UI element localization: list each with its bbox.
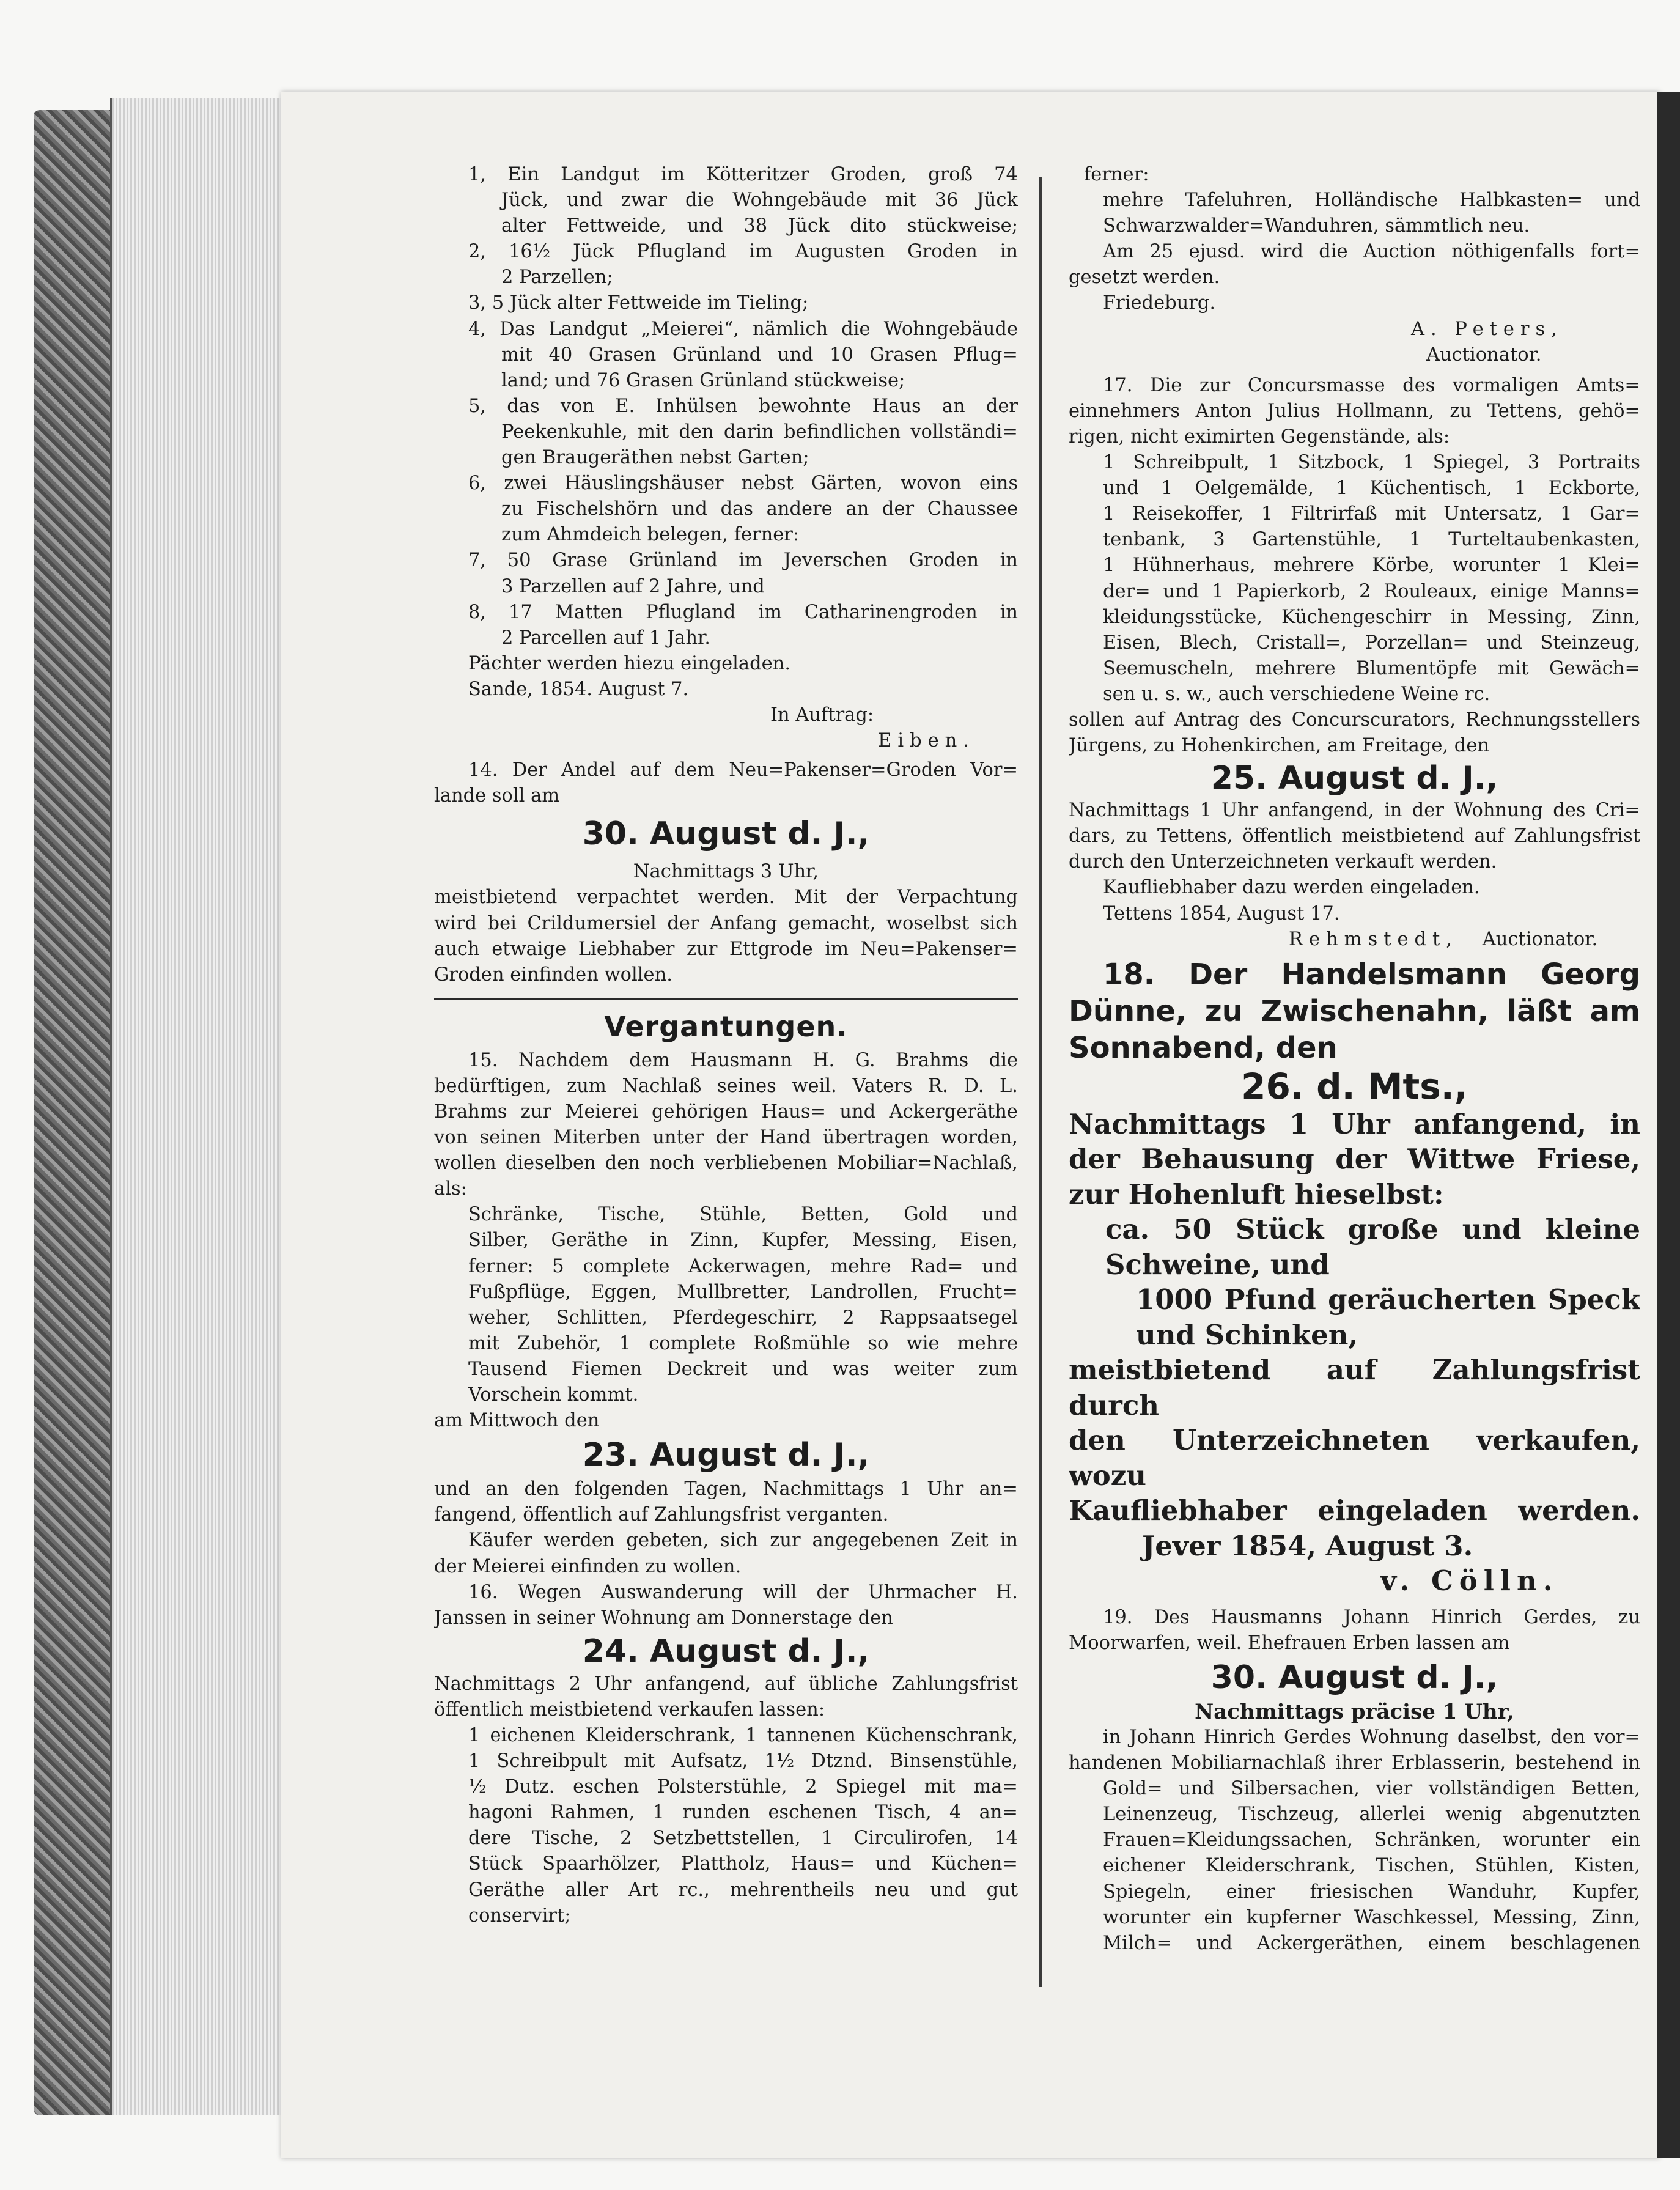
text-line: einnehmers Anton Julius Hollmann, zu Tettens, gehö= [1069, 400, 1640, 422]
right-edge-shadow [1657, 92, 1680, 2158]
text-line: Pächter werden hiezu eingeladen. [468, 652, 791, 674]
text-line: lande soll am [434, 785, 560, 807]
text-line: Silber, Geräthe in Zinn, Kupfer, Messing, Eisen, [468, 1230, 1018, 1252]
text-line: 1 Reisekoffer, 1 Filtrirfaß mit Untersatz, 1 Gar= [1103, 503, 1640, 525]
text-line: Moorwarfen, weil. Ehefrauen Erben lassen am [1069, 1632, 1510, 1654]
text-line: Jück, und zwar die Wohngebäude mit 36 Jück [501, 190, 1018, 212]
auction-time: Nachmittags 3 Uhr, [633, 861, 819, 883]
text-line: mit 40 Grasen Grünland und 10 Grasen Pflug= [501, 344, 1018, 366]
text-line: Nachmittags 2 Uhr anfangend, auf übliche Zahlungsfrist [434, 1673, 1018, 1695]
text-line-large: ca. 50 Stück große und kleine [1105, 1213, 1640, 1246]
text-line: rigen, nicht eximirten Gegenstände, als: [1069, 426, 1450, 448]
signature-line [1069, 927, 1640, 953]
text-line: 3 Parzellen auf 2 Jahre, und [501, 575, 765, 597]
text-line: mit Zubehör, 1 complete Roßmühle so wie mehre [468, 1332, 1018, 1354]
text-line: sen u. s. w., auch verschiedene Weine rc. [1103, 683, 1490, 705]
auction-date: 30. August d. J., [582, 816, 870, 853]
place-date: Jever 1854, August 3. [1142, 1529, 1473, 1562]
text-line: 2, 16½ Jück Pflugland im Augusten Groden in [468, 241, 1018, 263]
text-line: dere Tische, 2 Setzbettstellen, 1 Circulirofen, 14 [468, 1827, 1018, 1849]
text-line-large: zur Hohenluft hieselbst: [1069, 1178, 1444, 1211]
text-line: Janssen in seiner Wohnung am Donnerstage den [434, 1607, 893, 1629]
auction-date: 23. August d. J., [582, 1437, 870, 1474]
text-line: worunter ein kupferner Waschkessel, Messing, Zinn, [1103, 1906, 1640, 1928]
text-line: Tausend Fiemen Deckreit und was weiter zum [468, 1358, 1018, 1380]
text-line: 16. Wegen Auswanderung will der Uhrmacher H. [468, 1581, 1018, 1603]
text-line-large: und Schinken, [1136, 1318, 1358, 1351]
text-line: sollen auf Antrag des Concurscurators, Rechnungsstellers [1069, 709, 1640, 731]
text-line: 15. Nachdem dem Hausmann H. G. Brahms die [468, 1049, 1018, 1071]
section-heading: Vergantungen. [604, 1009, 848, 1043]
column-divider [1039, 177, 1042, 1987]
text-line: 6, zwei Häuslingshäuser nebst Gärten, wovon eins [468, 473, 1018, 495]
signature-name: Rehmstedt, [1289, 928, 1459, 950]
text-line: Friedeburg. [1103, 292, 1216, 314]
text-line: meistbietend verpachtet werden. Mit der Verpachtung [434, 887, 1018, 909]
text-line-large: Kaufliebhaber eingeladen werden. [1069, 1494, 1640, 1527]
text-line: 19. Des Hausmanns Johann Hinrich Gerdes, zu [1103, 1606, 1640, 1628]
text-line: 2 Parcellen auf 1 Jahr. [501, 627, 710, 649]
right-column [1069, 162, 1640, 1956]
text-line: 3, 5 Jück alter Fettweide im Tieling; [468, 292, 809, 314]
text-line-large: meistbietend auf Zahlungsfrist durch [1069, 1354, 1640, 1421]
text-line: gen Braugeräthen nebst Garten; [501, 447, 809, 469]
signature-label: In Auftrag: [770, 704, 874, 726]
text-line: weher, Schlitten, Pferdegeschirr, 2 Rappsaatsegel [468, 1307, 1018, 1329]
text-line: 1 Schreibpult mit Aufsatz, 1½ Dtznd. Binsenstühle, [468, 1750, 1018, 1772]
text-line: gesetzt werden. [1069, 267, 1220, 289]
auction-time: Nachmittags präcise 1 Uhr, [1195, 1699, 1514, 1724]
signature-name: A. Peters, [1411, 318, 1563, 340]
text-line: als: [434, 1178, 467, 1200]
text-line-large: Dünne, zu Zwischenahn, läßt am [1069, 994, 1640, 1028]
text-line: Eisen, Blech, Cristall=, Porzellan= und Steinzeug, [1103, 632, 1640, 654]
text-line: Leinenzeug, Tischzeug, allerlei wenig abgenutzten [1103, 1804, 1640, 1826]
text-line: ferner: [1084, 164, 1149, 185]
text-line: 1 Schreibpult, 1 Sitzbock, 1 Spiegel, 3 Portraits [1103, 452, 1640, 474]
text-line: Fußpflüge, Eggen, Mullbretter, Landrollen, Frucht= [468, 1281, 1018, 1303]
text-line: ferner: 5 complete Ackerwagen, mehre Rad= und [468, 1255, 1018, 1277]
section-divider [434, 998, 1018, 1000]
text-line: Milch= und Ackergeräthen, einem beschlagenen [1103, 1932, 1640, 1954]
text-line: handenen Mobiliarnachlaß ihrer Erblasserin, bestehend in [1069, 1752, 1640, 1774]
text-line: Geräthe aller Art rc., mehrentheils neu und gut [468, 1879, 1018, 1901]
text-line: land; und 76 Grasen Grünland stückweise; [501, 369, 905, 391]
text-line-large: 18. Der Handelsmann Georg [1103, 957, 1640, 992]
text-line: öffentlich meistbietend verkaufen lassen: [434, 1698, 825, 1720]
text-line-large: Schweine, und [1105, 1248, 1330, 1281]
signature-title: Auctionator. [1426, 344, 1542, 366]
marbled-book-cover [34, 110, 122, 2115]
text-line: wird bei Crildumersiel der Anfang gemacht, woselbst sich [434, 912, 1018, 934]
text-line: wollen dieselben den noch verbliebenen Mobiliar=Nachlaß, [434, 1152, 1018, 1174]
text-line: von seinen Miterben unter der Hand übertragen worden, [434, 1127, 1018, 1149]
text-line: 4, Das Landgut „Meierei“, nämlich die Wohngebäude [468, 318, 1018, 340]
text-line: alter Fettweide, und 38 Jück dito stückweise; [501, 215, 1018, 237]
text-line: Nachmittags 1 Uhr anfangend, in der Wohnung des Cri= [1069, 800, 1640, 822]
text-line: und 1 Oelgemälde, 1 Küchentisch, 1 Eckborte, [1103, 477, 1640, 500]
page-edges [110, 98, 295, 2115]
text-line: Sande, 1854. August 7. [468, 678, 689, 700]
auction-date: 24. August d. J., [582, 1632, 870, 1670]
text-line: Kaufliebhaber dazu werden eingeladen. [1103, 877, 1480, 899]
text-line: zu Fischelshörn und das andere an der Chaussee [501, 498, 1018, 520]
text-line-large: der Behausung der Wittwe Friese, [1069, 1143, 1640, 1176]
text-line: conservirt; [468, 1904, 571, 1926]
text-line: ½ Dutz. eschen Polsterstühle, 2 Spiegel mit ma= [468, 1776, 1018, 1798]
signature-name: v. Cölln. [1380, 1565, 1559, 1598]
auction-date: 26. d. Mts., [1241, 1066, 1468, 1107]
text-line: Seemuscheln, mehrere Blumentöpfe mit Gewäch= [1103, 657, 1640, 679]
text-line: Peekenkuhle, mit den darin befindlichen vollständi= [501, 421, 1018, 443]
text-line: 17. Die zur Concursmasse des vormaligen Amts= [1103, 374, 1640, 396]
text-line: mehre Tafeluhren, Holländische Halbkasten= und [1103, 190, 1640, 212]
text-line: durch den Unterzeichneten verkauft werden. [1069, 851, 1497, 873]
text-line-large: Sonnabend, den [1069, 1030, 1338, 1065]
text-line: Spiegeln, einer friesischen Wanduhr, Kupfer, [1103, 1881, 1640, 1903]
text-line: 2 Parzellen; [501, 267, 613, 289]
text-line: Jürgens, zu Hohenkirchen, am Freitage, den [1069, 735, 1490, 757]
text-line: und an den folgenden Tagen, Nachmittags 1 Uhr an= [434, 1478, 1018, 1500]
text-line: kleidungsstücke, Küchengeschirr in Messing, Zinn, [1103, 606, 1640, 628]
text-line: Schränke, Tische, Stühle, Betten, Gold und [468, 1204, 1018, 1226]
text-line: Schwarzwalder=Wanduhren, sämmtlich neu. [1103, 215, 1530, 237]
text-line-large: Nachmittags 1 Uhr anfangend, in [1069, 1107, 1640, 1140]
auction-date: 25. August d. J., [1210, 760, 1498, 797]
text-line: zum Ahmdeich belegen, ferner: [501, 524, 800, 546]
text-line: 8, 17 Matten Pflugland im Catharinengroden in [468, 601, 1018, 623]
text-line: am Mittwoch den [434, 1410, 600, 1432]
text-line: Brahms zur Meierei gehörigen Haus= und Ackergeräthe [434, 1101, 1018, 1123]
text-line: Frauen=Kleidungssachen, Schränken, worunter ein [1103, 1829, 1640, 1851]
text-line: eichener Kleiderschrank, Tischen, Stühlen, Kisten, [1103, 1855, 1640, 1877]
text-line: hagoni Rahmen, 1 runden eschenen Tisch, 4 an= [468, 1802, 1018, 1824]
text-line: tenbank, 3 Gartenstühle, 1 Turteltaubenkasten, [1103, 529, 1640, 551]
text-line: Vorschein kommt. [468, 1384, 639, 1406]
text-line: bedürftigen, zum Nachlaß seines weil. Vaters R. D. L. [434, 1075, 1018, 1097]
text-line: 7, 50 Grase Grünland im Jeverschen Groden in [468, 550, 1018, 572]
text-line: fangend, öffentlich auf Zahlungsfrist verganten. [434, 1504, 889, 1526]
signature-title: Auctionator. [1482, 928, 1598, 950]
text-line-large: 1000 Pfund geräucherten Speck [1136, 1283, 1640, 1316]
text-line: auch etwaige Liebhaber zur Ettgrode im Neu=Pakenser= [434, 938, 1018, 960]
text-line: Groden einfinden wollen. [434, 964, 672, 986]
text-line: dars, zu Tettens, öffentlich meistbietend auf Zahlungsfrist [1069, 825, 1640, 847]
text-line: Stück Spaarhölzer, Plattholz, Haus= und Küchen= [468, 1853, 1018, 1875]
text-line: 1 eichenen Kleiderschrank, 1 tannenen Küchenschrank, [468, 1724, 1018, 1746]
text-line: 1 Hühnerhaus, mehrere Körbe, worunter 1 Klei= [1103, 555, 1640, 577]
text-line: Am 25 ejusd. wird die Auction nöthigenfalls fort= [1103, 241, 1640, 263]
text-line: der= und 1 Papierkorb, 2 Rouleaux, einige Manns= [1103, 580, 1640, 602]
text-line: der Meierei einfinden zu wollen. [434, 1555, 742, 1577]
auction-date: 30. August d. J., [1210, 1659, 1498, 1696]
text-line-large: den Unterzeichneten verkaufen, wozu [1069, 1424, 1640, 1492]
text-line: in Johann Hinrich Gerdes Wohnung daselbst, den vor= [1103, 1727, 1640, 1748]
text-line: 5, das von E. Inhülsen bewohnte Haus an der [468, 395, 1018, 417]
text-line: 14. Der Andel auf dem Neu=Pakenser=Groden Vor= [468, 759, 1018, 781]
text-line: 1, Ein Landgut im Kötteritzer Groden, groß 74 [468, 164, 1018, 185]
text-line: Tettens 1854, August 17. [1103, 902, 1340, 924]
text-line: Gold= und Silbersachen, vier vollständigen Betten, [1103, 1778, 1640, 1800]
signature-name: Eiben. [878, 730, 975, 752]
text-line: Käufer werden gebeten, sich zur angegebenen Zeit in [468, 1530, 1018, 1552]
left-column [434, 162, 1018, 1929]
